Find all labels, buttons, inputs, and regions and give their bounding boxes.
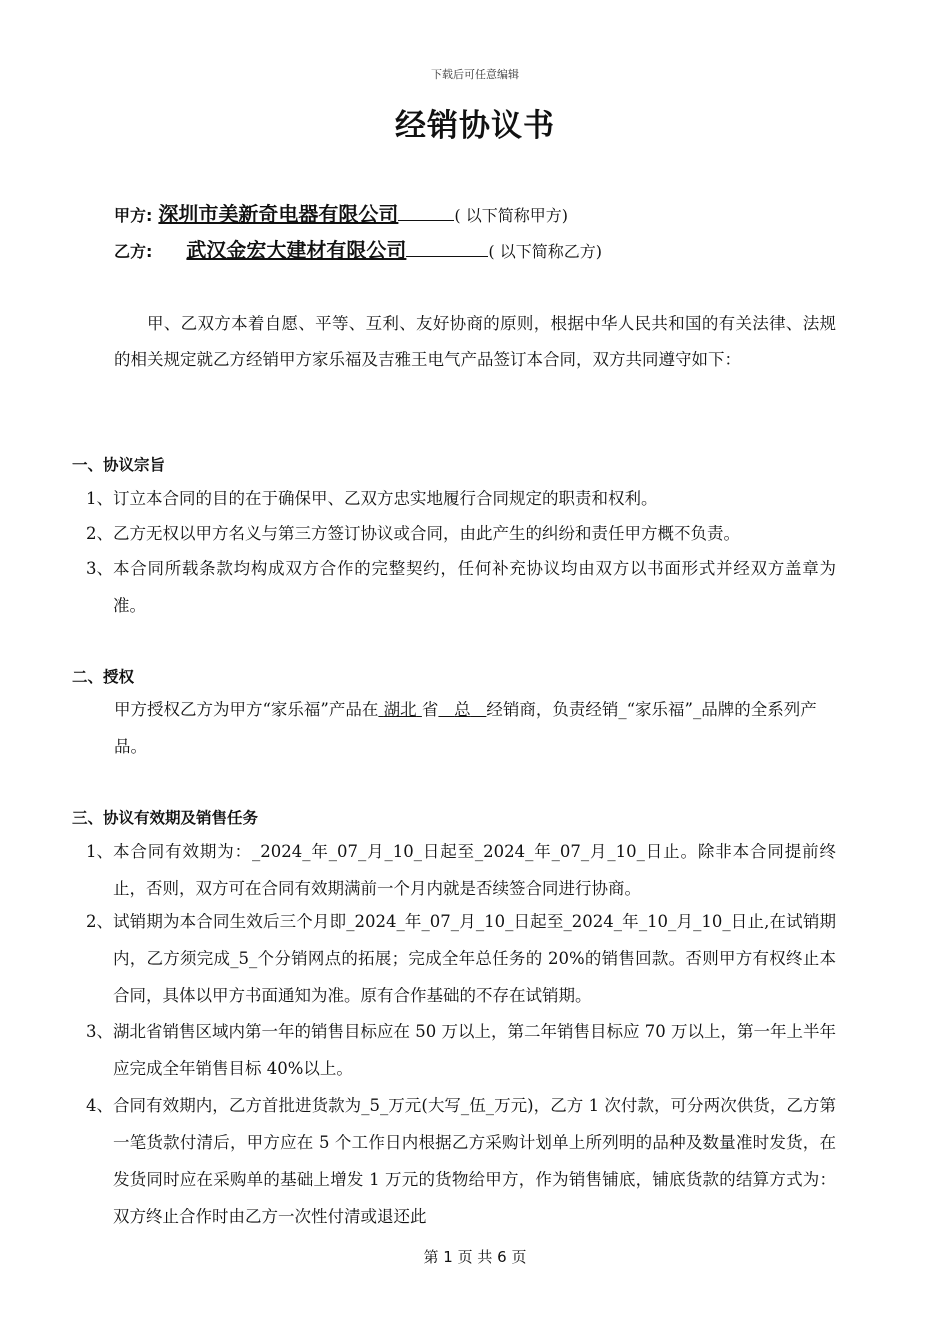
section-3-title: 三、协议有效期及销售任务 — [72, 809, 259, 827]
section-2-title: 二、授权 — [72, 668, 135, 686]
item-number: 1、 — [86, 842, 113, 861]
item-number: 4、 — [86, 1096, 113, 1115]
party-b-line — [114, 234, 602, 263]
section-1-item — [86, 480, 836, 517]
item-number: 2、 — [86, 912, 113, 931]
section-3-item — [86, 1087, 836, 1235]
intro-paragraph: 甲、乙双方本着自愿、平等、互利、友好协商的原则，根据中华人民共和国的有关法律、法规的相关规定就乙方经销甲方家乐福及吉雅王电气产品签订本合同，双方共同遵守如下： — [114, 314, 836, 369]
section-2-paragraph — [114, 691, 836, 765]
item-number: 2、 — [86, 524, 113, 543]
section-3-item — [86, 1013, 836, 1087]
party-a-note: ( 以下简称甲方) — [454, 206, 568, 225]
party-b-note: ( 以下简称乙方) — [488, 242, 602, 261]
item-text: 湖北省销售区域内第一年的销售目标应在 50 万以上，第二年销售目标应 70 万以上，第一年上半年应完成全年销售目标 40%以上。 — [113, 1022, 836, 1078]
auth-text-3: 经销商，负责经销_“家乐福”_品牌的全系列产品。 — [114, 700, 817, 756]
page-footer: 第 1 页 共 6 页 — [423, 1248, 527, 1266]
party-b-name: 武汉金宏大建材有限公司 — [186, 238, 407, 262]
auth-province: 湖北 — [383, 700, 417, 719]
item-text: 订立本合同的目的在于确保甲、乙双方忠实地履行合同规定的职责和权利。 — [113, 489, 658, 508]
party-a-blank — [398, 202, 454, 221]
item-number: 3、 — [86, 1022, 113, 1041]
item-text: 试销期为本合同生效后三个月即_2024_年_07_月_10_日起至_2024_年_10_月_10_日止,在试销期内，乙方须完成_5_个分销网点的拓展；完成全年总任务的 20%的销售回款。否则甲方有权终止本合同，具体以甲方书面通知为准。原有合作基础的不存在试销期。 — [113, 912, 836, 1005]
document-title: 经销协议书 — [395, 108, 555, 144]
section-3-item — [86, 903, 836, 1014]
item-number: 3、 — [86, 559, 113, 578]
item-text: 本合同有效期为：_2024_年_07_月_10_日起至_2024_年_07_月_10_日止。除非本合同提前终止，否则，双方可在合同有效期满前一个月内就是否续签合同进行协商。 — [113, 842, 836, 898]
header-note: 下载后可任意编辑 — [431, 68, 519, 81]
auth-text-1: 甲方授权乙方为甲方“家乐福”产品在 — [114, 700, 379, 719]
party-a-label: 甲方: — [114, 206, 153, 225]
auth-text-2: 省 — [421, 700, 439, 719]
party-a-name: 深圳市美新奇电器有限公司 — [158, 202, 399, 226]
item-text: 本合同所载条款均构成双方合作的完整契约，任何补充协议均由双方以书面形式并经双方盖章为准。 — [113, 559, 836, 615]
item-number: 1、 — [86, 489, 113, 508]
party-b-blank — [406, 238, 488, 257]
item-text: 合同有效期内，乙方首批进货款为_5_万元(大写_伍_万元)，乙方 1 次付款，可分两次供货，乙方第一笔货款付清后，甲方应在 5 个工作日内根据乙方采购计划单上所列明的品种及数量准时发货，在发货同时应在采购单的基础上增发 1 万元的货物给甲方，作为销售铺底，铺底货款的结算方式为：双方终止合作时由乙方一次性付清或退还此 — [113, 1096, 836, 1226]
party-a-line — [114, 198, 568, 227]
party-b-label: 乙方: — [114, 242, 153, 261]
section-1-item — [86, 515, 836, 552]
section-1-item — [86, 550, 836, 624]
auth-level: 总 — [454, 700, 471, 719]
item-text: 乙方无权以甲方名义与第三方签订协议或合同，由此产生的纠纷和责任甲方概不负责。 — [113, 524, 740, 543]
section-1-title: 一、协议宗旨 — [72, 456, 166, 474]
section-3-item — [86, 833, 836, 907]
